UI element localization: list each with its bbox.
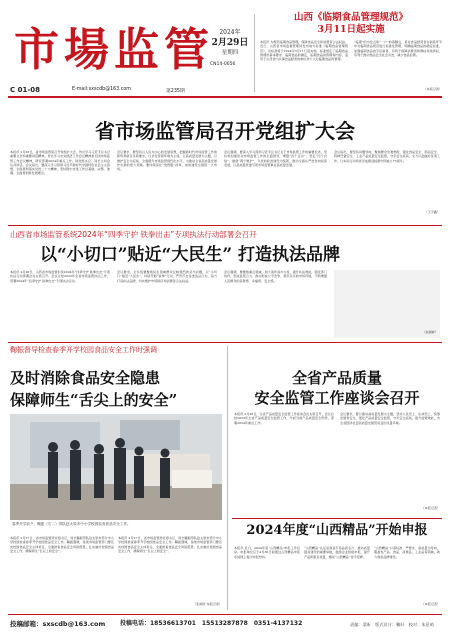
- lead-col1: 本报讯 2月26日，省市场监管局召开党组扩大会，传达学习习近平总书记重要文章和重要讲话精神，传达学习中央经济工作会议精神和全国市场监管工作会议精神，研究部署2024年重点工作。局党组书记、局长主持会议并讲话。会议指出，要深入学习贯彻习近平新时代中国特色社会主义思想，全面贯彻落实党的二十大精神，坚持稳中求进工作总基调，完整、准确、全面贯彻新发展理念。: [10, 150, 110, 176]
- story3-col2: 本报讯 2月27日，省市场监管局党组书记、局长鞠振带队赴太原市部分中小学校园检查春季开学校园食品安全工作。鞠振强调，各级市场监管部门要压实校园食品安全主体责任，全面排查食品安全风险隐患，扎实做好校园食品安全工作，确保师生“舌尖上的安全”。: [118, 536, 222, 553]
- lead-col3: 会议强调，要深入学习贯彻习近平总书记关于市场监管工作的重要论述，坚持和加强党对市场监管工作的全面领导，增强“四个意识”、坚定“四个自信”、做到“两个维护”，以党的政治建设为统领，推动全面从严治党向纵深发展，以高质量党建引领市场监管事业高质量发展。: [224, 150, 327, 167]
- story4-col1: 本报讯 2月28日，全省产品质量安全监管工作座谈会在太原召开，会议总结2023年全省产品质量安全监管工作，分析当前产品质量安全形势，部署2024年重点工作。: [234, 412, 334, 425]
- story3-kicker: 鞠振督导检查春季开学校园食品安全工作时强调: [10, 346, 157, 354]
- story2-byline: （赵晨彬）: [422, 330, 438, 334]
- footer-editors: 责编：梁昕 版式设计：鞠轩 校对：朱意萌: [350, 622, 434, 627]
- story3-headline1: 及时消除食品安全隐患: [10, 369, 161, 387]
- story5-col3: “山西精品”以高标准、严要求、高质量为导向，覆盖农产品、食品、消费品、工业品等领域，助力我省品牌建设。: [374, 546, 440, 559]
- email-label: E-mail:sxscdb@163.com: [72, 87, 131, 92]
- lead-byline: （王宇鑫）: [424, 210, 440, 214]
- story5-byline: （本报记者）: [421, 602, 440, 606]
- section-rule-2: [8, 342, 442, 343]
- masthead-divider: [254, 14, 255, 92]
- top-news-title2: 3月11日起实施: [317, 24, 385, 35]
- story3-col1: 本报讯 2月27日，省市场监管局党组书记、局长鞠振带队赴太原市部分中小学校园检查春季开学校园食品安全工作。鞠振强调，各级市场监管部门要压实校园食品安全主体责任，全面排查食品安全风险隐患，扎实做好校园食品安全工作，确保师生“舌尖上的安全”。: [10, 536, 114, 553]
- code-line: C 01-08: [10, 86, 40, 94]
- footer-email: 投稿邮箱：sxscdb@163.com: [10, 620, 106, 628]
- year-label: 2024年: [219, 29, 241, 36]
- footer-phone: 投稿电话：18536613701 15513287878 0351-4137132: [120, 620, 303, 627]
- story2-col3: 会议强调，要聚焦重点领域，加大案件查办力度，提升执法效能，强化部门协作，形成监管合力，推动形成公平竞争、规范有序的市场环境，不断增强人民群众的获得感、幸福感、安全感。: [224, 270, 327, 283]
- story2-headline: 以“小切口”贴近“大民生” 打造执法品牌: [40, 245, 341, 265]
- top-news-title1: 山西《临期食品管理规范》: [293, 12, 408, 23]
- date-label: 2月29日: [211, 38, 249, 48]
- lead-headline: 省市场监管局召开党组扩大会: [95, 119, 355, 143]
- story3-byline: （张雨欣 本报记者）: [193, 602, 222, 606]
- story4-col2: 会议要求，要以推动高质量发展为主题，坚持人民至上、生命至上，统筹发展和安全，强化产品质量安全监管，守牢安全底线，提升监管效能，为全省经济社会高质量发展营造良好质量环境。: [340, 412, 440, 425]
- weekday-label: 星期四: [221, 50, 239, 56]
- issue-label: 第235期: [166, 89, 185, 94]
- top-news: [260, 12, 442, 94]
- story5-col1: 本报讯 近日，2024年度“山西精品”申报工作启动。申报单位应于4月30日前通过山西精品申报系统网上提交申报材料。: [234, 546, 300, 559]
- footer-rule: [8, 614, 442, 615]
- news-photo: [10, 414, 222, 520]
- photo-illustration: [10, 414, 222, 520]
- masthead-rule: [8, 96, 442, 98]
- story2-col1: 本报讯 2月26日，山西省市场监管系统2024年“四季守护 铁拳出击”专项执法行动部署会在太原召开。会议总结2023年全省市场监管执法工作，部署2024年“四季守护 铁拳出击”专项执法行动。: [10, 270, 110, 283]
- photo-caption: 春季开学前夕，鞠振（右二）带队赴太原市中小学校园检查食品安全工作。: [12, 522, 131, 526]
- story2-kicker: 山西省市场监管系统2024年“四季守护 铁拳出击”专项执法行动部署会召开: [10, 230, 257, 239]
- top-news-byline: （本报记者）: [423, 87, 442, 91]
- lead-col4: 会议指出，要坚持问题导向，聚焦群众急难愁盼，强化食品安全、药品安全、特种设备安全、工业产品质量安全监管，守牢安全底线，全力以赴做好各项工作，以实际行动和优异成绩迎接新中国成立75周年。: [334, 150, 440, 163]
- column-divider: [227, 346, 228, 610]
- story5-col2: “山西精品”认证是我省打造品质名片、推动质量强省建设的重要举措，鼓励企业积极申报，提升产品和服务质量，擦亮“山西精品”金字招牌。: [304, 546, 370, 559]
- story4-headline1: 全省产品质量: [291, 369, 382, 387]
- top-news-col2: “临期”的出发点和“一户”的落脚点，是对食品经营者在销售环节中对临期食品规范进行标准化管理，明确临期食品的确定标准，加强临期食品的专区销售，有利于保障消费者知情权和选择权，有利于推动食品安全社会共治，减少食品浪费。: [354, 40, 442, 57]
- story2-col2: 会议要求，全系统要聚焦民生领域群众反映强烈的突出问题，以“小切口”贴近“大民生”，持续开展“铁拳”行动，严厉打击各类违法行为，着力打造执法品牌，切实维护市场秩序和消费者合法权益。: [117, 270, 217, 283]
- story4-headline2: 安全监管工作座谈会召开: [254, 389, 420, 407]
- story4-byline: （本报记者）: [421, 506, 440, 510]
- story3-headline2: 保障师生“舌尖上的安全”: [10, 391, 178, 409]
- masthead-title: 市場监管: [14, 23, 215, 76]
- top-news-col1: 本报讯 为规范临期食品管理，保障食品安全和消费者合法权益，近日，山西省市场监督管理局发布地方标准《临期食品管理规范》，该标准将于2024年3月11日起实施。标准规定了临期食品管理的基本要求、临期食品的确定、临期食品的管理等内容，适用于山西省内从事食品经营的单位和个人对临期食品的管理。: [260, 40, 348, 62]
- section-rule-3: [232, 518, 442, 519]
- story2-side-box: [334, 270, 440, 338]
- cn-code: CN14-0056: [210, 62, 236, 67]
- lead-col2: 会议要求，要坚持以人民为中心的发展思想，把握新时代市场监管工作的新形势新任务新要求，以优化营商环境为主线，以高质量发展为主题，以维护安全为底线，全面提升市场监管现代化水平，为推动全省高质量发展作出新的更大贡献。要持续深化“放管服”改革，加快建设全国统一大市场。: [117, 150, 217, 172]
- section-rule-1: [8, 225, 442, 226]
- date-box: [210, 28, 250, 57]
- story5-headline: 2024年度“山西精品”开始申报: [246, 523, 428, 538]
